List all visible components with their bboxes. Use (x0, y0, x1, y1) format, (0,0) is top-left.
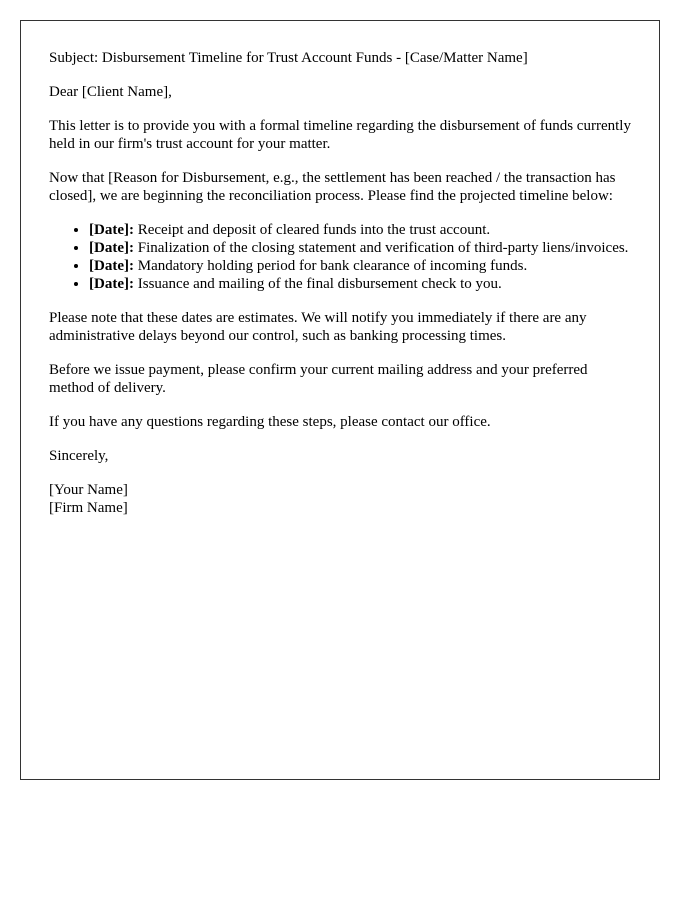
signature-name: [Your Name] (49, 482, 128, 498)
signature-firm: [Firm Name] (49, 500, 128, 516)
intro-paragraph: This letter is to provide you with a formal timeline regarding the disbursement of funds currently held in our firm's trust account for your matter. (49, 118, 631, 152)
timeline-text: Receipt and deposit of cleared funds into the trust account. (133, 222, 491, 238)
request-paragraph: Before we issue payment, please confirm your current mailing address and your preferred method of delivery. (49, 362, 588, 396)
subject-line: Subject: Disbursement Timeline for Trust Account Funds - [Case/Matter Name] (49, 50, 528, 66)
timeline-date: [Date]: (89, 240, 134, 256)
timeline-date: [Date]: (89, 222, 134, 238)
closing: Sincerely, (49, 448, 109, 464)
timeline-item (89, 239, 631, 257)
timeline-date: [Date]: (89, 258, 134, 274)
timeline-list (49, 221, 631, 293)
letter-page (20, 20, 660, 780)
timeline-item (89, 275, 631, 293)
timeline-text: Mandatory holding period for bank clearance of incoming funds. (133, 258, 528, 274)
timeline-item (89, 257, 631, 275)
contact-paragraph: If you have any questions regarding these steps, please contact our office. (49, 414, 491, 430)
note-paragraph: Please note that these dates are estimates. We will notify you immediately if there are any administrative delays beyond our control, such as banking processing times. (49, 310, 587, 344)
salutation: Dear [Client Name], (49, 84, 172, 100)
context-paragraph: Now that [Reason for Disbursement, e.g., the settlement has been reached / the transaction has closed], we are beginning the reconciliation process. Please find the projected timeline below: (49, 170, 616, 204)
timeline-text: Finalization of the closing statement and verification of third-party liens/invoices. (133, 240, 629, 256)
timeline-item (89, 221, 631, 239)
timeline-date: [Date]: (89, 276, 134, 292)
timeline-text: Issuance and mailing of the final disbursement check to you. (133, 276, 502, 292)
signature-block (49, 481, 631, 517)
